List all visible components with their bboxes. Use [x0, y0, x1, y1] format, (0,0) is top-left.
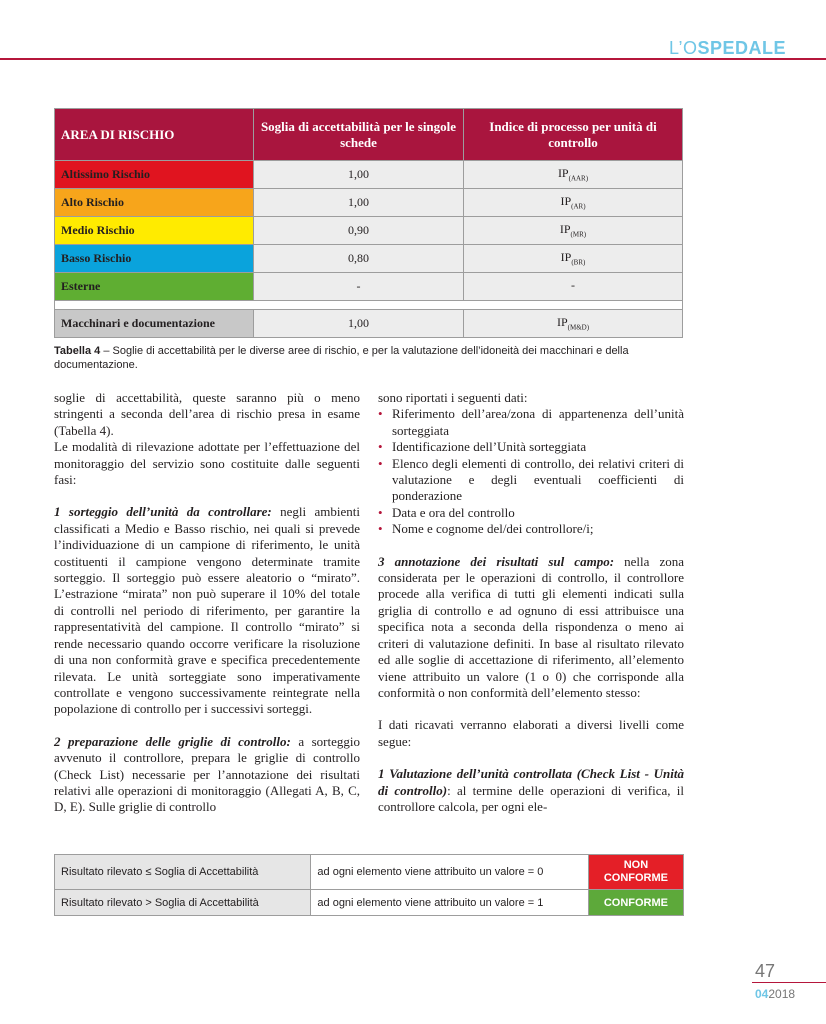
threshold-value: 1,00 — [254, 310, 464, 338]
risk-area-name: Macchinari e documentazione — [55, 310, 254, 338]
risk-area-name: Medio Rischio — [55, 217, 254, 245]
table-row — [55, 161, 683, 189]
result-outcome-badge: CONFORME — [588, 890, 683, 916]
risk-area-name: Esterne — [55, 273, 254, 301]
threshold-value: 0,80 — [254, 245, 464, 273]
list-item: • Riferimento dell’area/zona di appartenenza dell’unità sorteggiata — [378, 406, 684, 438]
table-row — [55, 310, 683, 338]
footer-rule — [752, 982, 826, 983]
data-list — [378, 406, 684, 537]
bullet-icon: • — [378, 504, 383, 520]
list-item: • Data e ora del controllo — [378, 504, 515, 520]
table-row — [55, 217, 683, 245]
paragraph: sono riportati i seguenti dati: — [378, 390, 528, 405]
bullet-icon: • — [378, 439, 383, 455]
result-table — [54, 854, 684, 916]
magazine-logo: L’OSPEDALE — [668, 38, 786, 58]
bullet-icon: • — [378, 521, 383, 537]
paragraph: 1 Valutazione dell’unità controllata (Check List - Unità di controllo): al termine delle operazioni di verifica, il controllore calcola, per ogni ele- — [378, 766, 684, 814]
result-outcome-badge: NON CONFORME — [588, 855, 683, 890]
table-row — [55, 890, 684, 916]
process-index: $IP_{(M\&D)}$ — [464, 310, 683, 338]
table-row — [55, 855, 684, 890]
list-item: • Identificazione dell’Unità sorteggiata — [378, 439, 587, 455]
threshold-value: 1,00 — [254, 189, 464, 217]
bullet-icon: • — [378, 406, 383, 422]
list-item: • Elenco degli elementi di controllo, dei relativi criteri di valutazione e degli eventuali coefficienti di ponderazione — [378, 455, 684, 504]
header-process-index: Indice di processo per unità di controllo — [464, 109, 683, 161]
paragraph: Le modalità di rilevazione adottate per l’effettuazione del monitoraggio del servizio sono costituite dalle seguenti fasi: — [54, 439, 360, 488]
paragraph: I dati ricavati verranno elaborati a diversi livelli come segue: — [378, 717, 684, 749]
process-index: $IP_{(AR)}$ — [464, 189, 683, 217]
result-action: ad ogni elemento viene attribuito un valore = 1 — [311, 890, 588, 916]
left-column — [54, 390, 360, 816]
header-threshold: Soglia di accettabilità per le singole schede — [254, 109, 464, 161]
result-condition: Risultato rilevato > Soglia di Accettabilità — [55, 890, 311, 916]
table-header-row — [55, 109, 683, 161]
right-column — [378, 390, 684, 815]
table-caption: Tabella 4 – Soglie di accettabilità per le diverse aree di rischio, e per la valutazione dell’idoneità dei macchinari e della documentazione. — [54, 345, 629, 371]
issue-label: 042018 — [755, 987, 796, 1001]
threshold-value: 0,90 — [254, 217, 464, 245]
header-area: AREA DI RISCHIO — [55, 109, 254, 161]
process-index: $IP_{(BR)}$ — [464, 245, 683, 273]
table-spacer-row — [55, 301, 683, 310]
table-row — [55, 189, 683, 217]
paragraph: soglie di accettabilità, queste saranno più o meno stringenti a seconda dell’area di rischio presa in esame (Tabella 4). — [54, 390, 360, 438]
risk-area-name: Alto Rischio — [55, 189, 254, 217]
result-action: ad ogni elemento viene attribuito un valore = 0 — [311, 855, 588, 890]
process-index: $IP_{(AAR)}$ — [464, 161, 683, 189]
risk-area-name: Altissimo Rischio — [55, 161, 254, 189]
threshold-value: 1,00 — [254, 161, 464, 189]
threshold-value: - — [254, 273, 464, 301]
page-number: 47 — [754, 961, 775, 981]
risk-area-name: Basso Rischio — [55, 245, 254, 273]
risk-threshold-table — [54, 108, 683, 338]
table-row — [55, 273, 683, 301]
table-row — [55, 245, 683, 273]
result-condition: Risultato rilevato ≤ Soglia di Accettabilità — [55, 855, 311, 890]
bullet-icon: • — [378, 455, 383, 471]
process-index: $IP_{(MR)}$ — [464, 217, 683, 245]
paragraph: 2 preparazione delle griglie di controllo: a sorteggio avvenuto il controllore, prepara le griglie di controllo (Check List) necessarie per l’annotazione dei risultati relativi alle operazioni di monitoraggio (Allegati A, B, C, D, E). Sulle griglie di controllo — [54, 733, 361, 815]
paragraph: 1 sorteggio dell’unità da controllare: negli ambienti classificati a Medio e Basso rischio, nei quali si prevede l’individuazione di un campione di riferimento, le unità costituenti il campione vengono determinate tramite sorteggio. Il sorteggio può essere aleatorio o “mirato”. L’estrazione “mirata” non può superare il 10% del totale di controlli nel periodo di riferimento, per garantire la rappresentatività del campione. Il controllo “mirato” si rende necessario quando occorre verificare la risoluzione di una non conformità grave e specifica precedentemente rilevata. Le unità sorteggiate sono imperativamente controllate e vengono successivamente reintegrate nella popolazione di controllo per i successivi sorteggi. — [54, 504, 360, 717]
process-index: - — [464, 273, 683, 301]
paragraph: 3 annotazione dei risultati sul campo: nella zona considerata per le operazioni di controllo, il controllore procede alla verifica di tutti gli elementi indicati sulla griglia di controllo e ad ognuno di essi attribuisce una specifica nota a seconda della rispondenza o meno ai criteri di valutazione definiti. In base al risultato rilevato ed alle soglie di accettazione di riferimento, all’elemento viene attribuito un valore (1 o 0) che corrisponde alla conformità o non conformità dell’elemento stesso: — [378, 553, 684, 700]
list-item: • Nome e cognome del/dei controllore/i; — [378, 521, 594, 537]
